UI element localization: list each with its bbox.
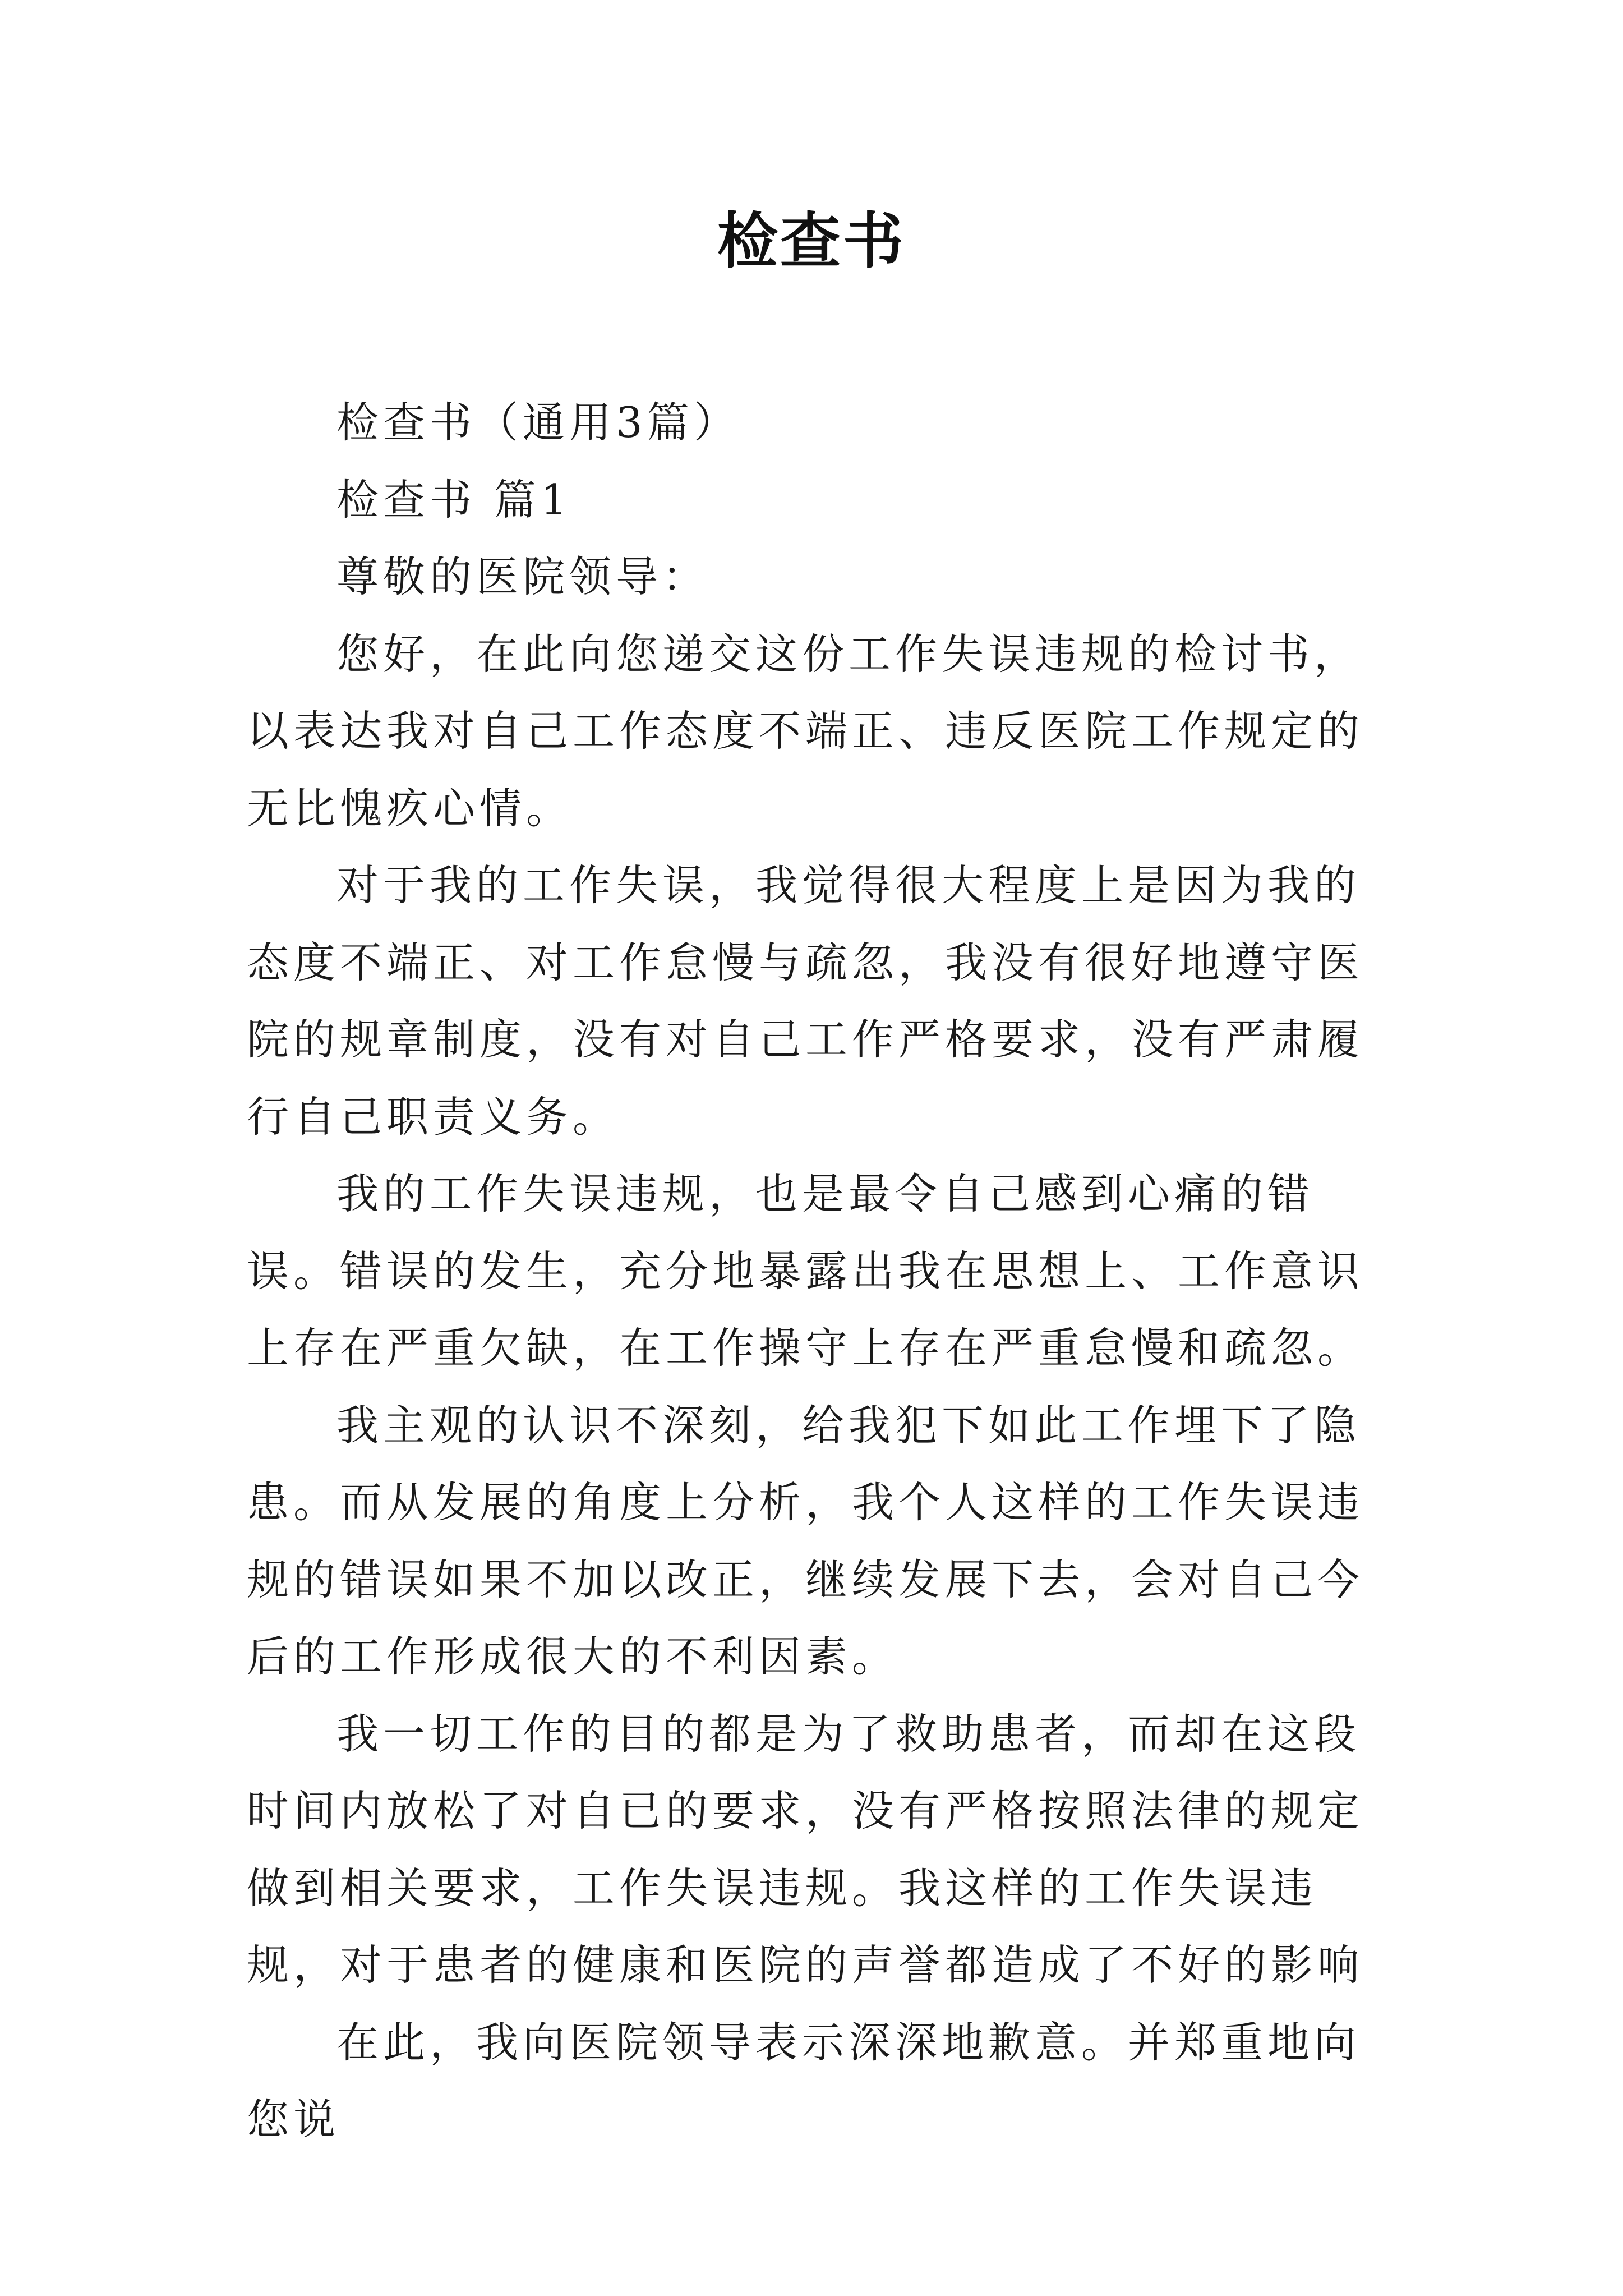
paragraph: 我主观的认识不深刻，给我犯下如此工作埋下了隐患。而从发展的角度上分析，我个人这样的工作失误违规的错误如果不加以改正，继续发展下去，会对自己今后的工作形成很大的不利因素。 [247,1400,1364,1681]
paragraph: 对于我的工作失误，我觉得很大程度上是因为我的态度不端正、对工作怠慢与疏忽，我没有很好地遵守医院的规章制度，没有对自己工作严格要求，没有严肃履行自己职责义务。 [247,861,1364,1142]
paragraph-section-heading: 检查书 篇1 [336,475,572,524]
paragraph: 在此，我向医院领导表示深深地歉意。并郑重地向您说 [247,2017,1361,2144]
document-title: 检查书 [717,206,906,277]
paragraph-salutation: 尊敬的医院领导： [336,552,709,601]
document-body [247,384,1396,2159]
paragraph-subtitle: 检查书（通用3篇） [336,398,740,447]
paragraph: 我的工作失误违规，也是最令自己感到心痛的错误。错误的发生，充分地暴露出我在思想上、工作意识上存在严重欠缺，在工作操守上存在严重怠慢和疏忽。 [247,1169,1364,1373]
paragraph: 您好，在此向您递交这份工作失误违规的检讨书，以表达我对自己工作态度不端正、违反医院工作规定的无比愧疚心情。 [247,629,1364,833]
paragraph: 我一切工作的目的都是为了救助患者，而却在这段时间内放松了对自已的要求，没有严格按照法律的规定做到相关要求，工作失误违规。我这样的工作失误违规，对于患者的健康和医院的声誉都造成了不好的影响 [247,1709,1364,1990]
